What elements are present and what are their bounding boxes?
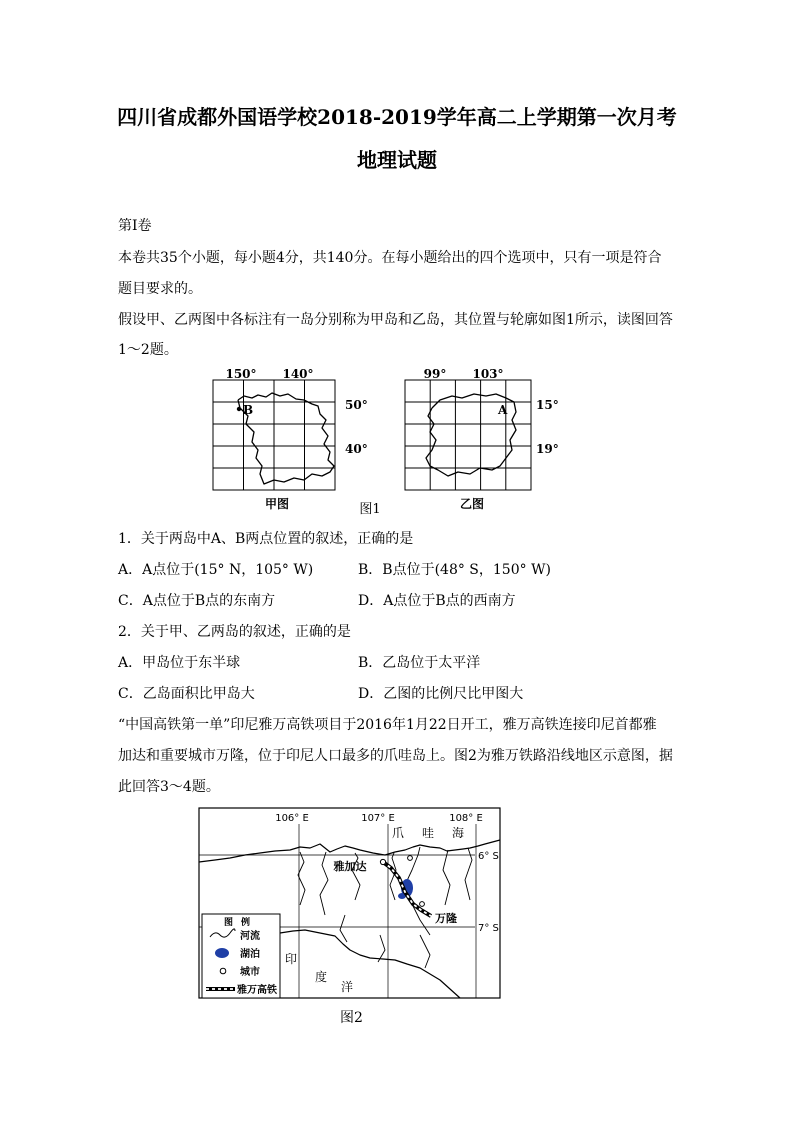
longitude-label: 107° E xyxy=(361,813,395,824)
passage2-line: 此回答3～4题。 xyxy=(118,779,220,795)
city-jakarta-marker xyxy=(380,859,385,864)
question-2-option-c: C．乙岛面积比甲岛大 xyxy=(118,686,255,702)
legend-title: 图例 xyxy=(223,918,259,928)
map-yi-lon-label: 103° xyxy=(472,367,504,381)
map-jia-lat-label: 40° xyxy=(345,442,368,456)
ocean-label-char: 洋 xyxy=(341,980,354,994)
legend-item-label: 湖泊 xyxy=(240,949,260,960)
legend-city-icon xyxy=(220,968,226,974)
section-heading: 第Ⅰ卷 xyxy=(118,218,152,234)
passage1-line: 1～2题。 xyxy=(118,342,178,358)
legend-item-label: 城市 xyxy=(240,967,260,978)
passage2-line: 加达和重要城市万隆，位于印尼人口最多的爪哇岛上。图2为雅万铁路沿线地区示意图，据 xyxy=(118,748,673,764)
sea-label: 爪哇海 xyxy=(392,826,483,840)
longitude-label: 106° E xyxy=(275,813,309,824)
city-bandung-marker xyxy=(420,902,425,907)
point-a-label: A xyxy=(498,403,508,417)
map-jia-name: 甲图 xyxy=(264,497,290,511)
figure-2-map xyxy=(195,800,507,1005)
point-b-marker xyxy=(237,407,241,411)
longitude-label: 108° E xyxy=(449,813,483,824)
legend-lake-icon xyxy=(215,948,229,958)
intro-line: 题目要求的。 xyxy=(118,281,202,297)
passage2-line: “中国高铁第一单”印尼雅万高铁项目于2016年1月22日开工，雅万高铁连接印尼首都雅 xyxy=(118,717,657,733)
question-2-option-d: D．乙图的比例尺比甲图大 xyxy=(358,686,524,702)
latitude-label: 7° S xyxy=(478,923,499,934)
map-yi xyxy=(405,380,531,490)
legend-item-label: 雅万高铁 xyxy=(237,985,277,996)
point-b-label: B xyxy=(243,403,254,417)
ocean-label-char: 度 xyxy=(315,970,328,984)
question-1-option-b: B．B点位于(48° S，150° W) xyxy=(358,562,551,578)
intro-line: 本卷共35个小题，每小题4分，共140分。在每小题给出的四个选项中，只有一项是符合 xyxy=(118,250,662,266)
ocean-label-char: 印 xyxy=(285,952,298,966)
figure-1-caption: 图1 xyxy=(359,502,381,517)
map-jia-lon-label: 140° xyxy=(282,367,314,381)
question-1-option-d: D．A点位于B点的西南方 xyxy=(358,593,516,609)
map-yi-lon-label: 99° xyxy=(423,367,447,381)
legend-item-label: 河流 xyxy=(240,931,260,942)
figure-2-caption: 图2 xyxy=(340,1010,363,1026)
city-marker xyxy=(408,856,413,861)
map-jia xyxy=(213,380,335,490)
map-yi-lat-label: 19° xyxy=(536,442,559,456)
question-1-option-c: C．A点位于B点的东南方 xyxy=(118,593,276,609)
map-yi-name: 乙图 xyxy=(459,497,485,511)
page-subtitle: 地理试题 xyxy=(357,148,437,172)
question-2-option-a: A．甲岛位于东半球 xyxy=(118,655,241,671)
map-jia-lat-label: 50° xyxy=(345,398,368,412)
question-2-stem: 2．关于甲、乙两岛的叙述，正确的是 xyxy=(118,624,351,640)
map-jia-lon-label: 150° xyxy=(225,367,257,381)
passage1-line: 假设甲、乙两图中各标注有一岛分别称为甲岛和乙岛，其位置与轮廓如图1所示，读图回答 xyxy=(118,312,673,328)
map-legend xyxy=(202,914,280,998)
question-1-option-a: A．A点位于(15° N，105° W) xyxy=(118,562,314,578)
question-2-option-b: B．乙岛位于太平洋 xyxy=(358,655,481,671)
map-yi-lat-label: 15° xyxy=(536,398,559,412)
figure-1 xyxy=(200,362,570,518)
city-jakarta-label: 雅加达 xyxy=(333,860,367,873)
page-title: 四川省成都外国语学校2018-2019学年高二上学期第一次月考 xyxy=(117,105,677,129)
latitude-label: 6° S xyxy=(478,851,499,862)
question-1-stem: 1．关于两岛中A、B两点位置的叙述，正确的是 xyxy=(118,531,414,547)
city-bandung-label: 万隆 xyxy=(435,912,457,925)
